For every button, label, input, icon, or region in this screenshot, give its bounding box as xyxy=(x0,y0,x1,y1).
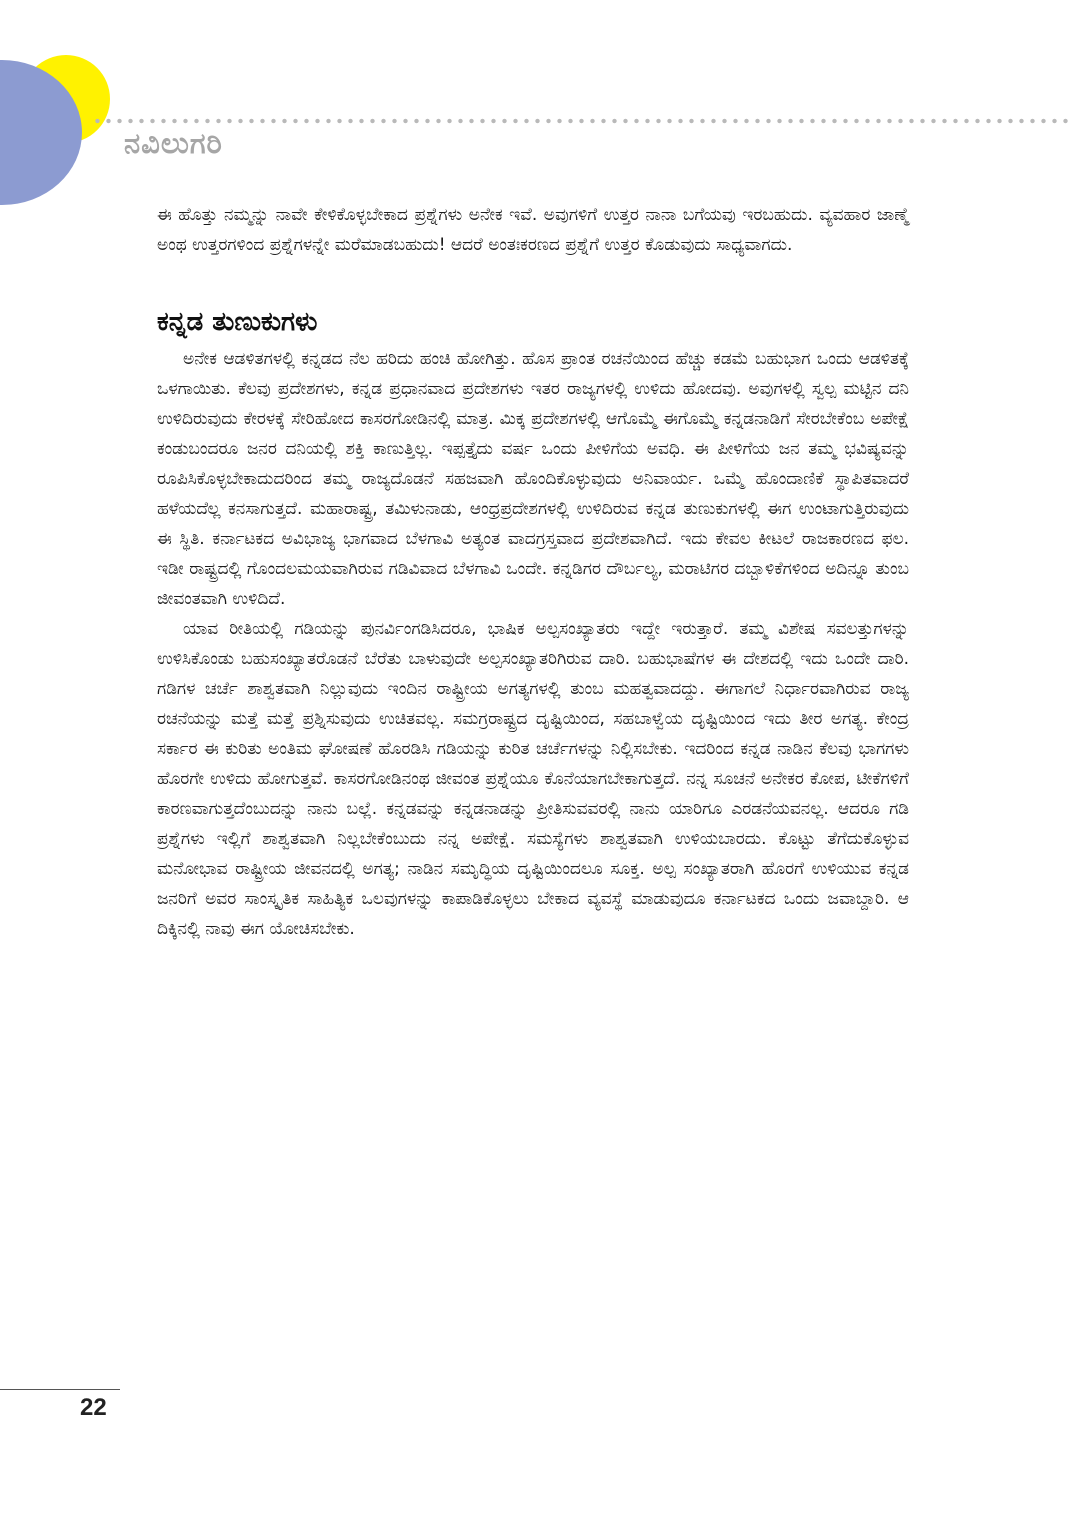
footer-rule xyxy=(0,1389,120,1390)
body-paragraph-2: ಯಾವ ರೀತಿಯಲ್ಲಿ ಗಡಿಯನ್ನು ಪುನರ್ವಿಂಗಡಿಸಿದರೂ, ಭಾಷಿಕ ಅಲ್ಪಸಂಖ್ಯಾತರು ಇದ್ದೇ ಇರುತ್ತಾರೆ. ತಮ್ಮ ವಿಶೇಷ ಸವಲತ್ತುಗಳನ್ನು ಉಳಿಸಿಕೊಂಡು ಬಹುಸಂಖ್ಯಾತರೊಡನೆ ಬೆರೆತು ಬಾಳುವುದೇ ಅಲ್ಪಸಂಖ್ಯಾತರಿಗಿರುವ ದಾರಿ. ಬಹುಭಾಷೆಗಳ ಈ ದೇಶದಲ್ಲಿ ಇದು ಒಂದೇ ದಾರಿ. ಗಡಿಗಳ ಚರ್ಚೆ ಶಾಶ್ವತವಾಗಿ ನಿಲ್ಲುವುದು ಇಂದಿನ ರಾಷ್ಟ್ರೀಯ ಅಗತ್ಯಗಳಲ್ಲಿ ತುಂಬ ಮಹತ್ವವಾದದ್ದು. ಈಗಾಗಲೆ ನಿರ್ಧಾರವಾಗಿರುವ ರಾಜ್ಯ ರಚನೆಯನ್ನು ಮತ್ತೆ ಮತ್ತೆ ಪ್ರಶ್ನಿಸುವುದು ಉಚಿತವಲ್ಲ. ಸಮಗ್ರರಾಷ್ಟ್ರದ ದೃಷ್ಟಿಯಿಂದ, ಸಹಬಾಳ್ವೆಯ ದೃಷ್ಟಿಯಿಂದ ಇದು ತೀರ ಅಗತ್ಯ. ಕೇಂದ್ರ ಸರ್ಕಾರ ಈ ಕುರಿತು ಅಂತಿಮ ಘೋಷಣೆ ಹೊರಡಿಸಿ ಗಡಿಯನ್ನು ಕುರಿತ ಚರ್ಚೆಗಳನ್ನು ನಿಲ್ಲಿಸಬೇಕು. ಇದರಿಂದ ಕನ್ನಡ ನಾಡಿನ ಕೆಲವು ಭಾಗಗಳು ಹೊರಗೇ ಉಳಿದು ಹೋಗುತ್ತವೆ. ಕಾಸರಗೋಡಿನಂಥ ಜೀವಂತ ಪ್ರಶ್ನೆಯೂ ಕೊನೆಯಾಗಬೇಕಾಗುತ್ತದೆ. ನನ್ನ ಸೂಚನೆ ಅನೇಕರ ಕೋಪ, ಟೀಕೆಗಳಿಗೆ ಕಾರಣವಾಗುತ್ತದೆಂಬುದನ್ನು ನಾನು ಬಲ್ಲೆ. ಕನ್ನಡವನ್ನು ಕನ್ನಡನಾಡನ್ನು ಪ್ರೀತಿಸುವವರಲ್ಲಿ ನಾನು ಯಾರಿಗೂ ಎರಡನೆಯವನಲ್ಲ. ಆದರೂ ಗಡಿ ಪ್ರಶ್ನೆಗಳು ಇಲ್ಲಿಗೆ ಶಾಶ್ವತವಾಗಿ ನಿಲ್ಲಬೇಕೆಂಬುದು ನನ್ನ ಅಪೇಕ್ಷೆ. ಸಮಸ್ಯೆಗಳು ಶಾಶ್ವತವಾಗಿ ಉಳಿಯಬಾರದು. ಕೊಟ್ಟು ತೆಗೆದುಕೊಳ್ಳುವ ಮನೋಭಾವ ರಾಷ್ಟ್ರೀಯ ಜೀವನದಲ್ಲಿ ಅಗತ್ಯ; ನಾಡಿನ ಸಮೃದ್ಧಿಯ ದೃಷ್ಟಿಯಿಂದಲೂ ಸೂಕ್ತ. ಅಲ್ಪ ಸಂಖ್ಯಾತರಾಗಿ ಹೊರಗೆ ಉಳಿಯುವ ಕನ್ನಡ ಜನರಿಗೆ ಅವರ ಸಾಂಸ್ಕೃತಿಕ ಸಾಹಿತ್ಯಿಕ ಒಲವುಗಳನ್ನು ಕಾಪಾಡಿಕೊಳ್ಳಲು ಬೇಕಾದ ವ್ಯವಸ್ಥೆ ಮಾಡುವುದೂ ಕರ್ನಾಟಕದ ಒಂದು ಜವಾಬ್ದಾರಿ. ಆ ದಿಕ್ಕಿನಲ್ಲಿ ನಾವು ಈಗ ಯೋಚಿಸಬೇಕು. xyxy=(157,619,909,939)
article-body xyxy=(157,200,909,944)
section-heading: ಕನ್ನಡ ತುಣುಕುಗಳು xyxy=(157,307,318,337)
page-number: 22 xyxy=(80,1394,107,1421)
body-paragraph-1: ಅನೇಕ ಆಡಳಿತಗಳಲ್ಲಿ ಕನ್ನಡದ ನೆಲ ಹರಿದು ಹಂಚಿ ಹೋಗಿತ್ತು. ಹೊಸ ಪ್ರಾಂತ ರಚನೆಯಿಂದ ಹೆಚ್ಚು ಕಡಮೆ ಬಹುಭಾಗ ಒಂದು ಆಡಳಿತಕ್ಕೆ ಒಳಗಾಯಿತು. ಕೆಲವು ಪ್ರದೇಶಗಳು, ಕನ್ನಡ ಪ್ರಧಾನವಾದ ಪ್ರದೇಶಗಳು ಇತರ ರಾಜ್ಯಗಳಲ್ಲಿ ಉಳಿದು ಹೋದವು. ಅವುಗಳಲ್ಲಿ ಸ್ವಲ್ಪ ಮಟ್ಟಿನ ದನಿ ಉಳಿದಿರುವುದು ಕೇರಳಕ್ಕೆ ಸೇರಿಹೋದ ಕಾಸರಗೋಡಿನಲ್ಲಿ ಮಾತ್ರ. ಮಿಕ್ಕ ಪ್ರದೇಶಗಳಲ್ಲಿ ಆಗೊಮ್ಮೆ ಈಗೊಮ್ಮೆ ಕನ್ನಡನಾಡಿಗೆ ಸೇರಬೇಕೆಂಬ ಅಪೇಕ್ಷೆ ಕಂಡುಬಂದರೂ ಜನರ ದನಿಯಲ್ಲಿ ಶಕ್ತಿ ಕಾಣುತ್ತಿಲ್ಲ. ಇಪ್ಪತ್ತೈದು ವರ್ಷ ಒಂದು ಪೀಳಿಗೆಯ ಅವಧಿ. ಈ ಪೀಳಿಗೆಯ ಜನ ತಮ್ಮ ಭವಿಷ್ಯವನ್ನು ರೂಪಿಸಿಕೊಳ್ಳಬೇಕಾದುದರಿಂದ ತಮ್ಮ ರಾಜ್ಯದೊಡನೆ ಸಹಜವಾಗಿ ಹೊಂದಿಕೊಳ್ಳುವುದು ಅನಿವಾರ್ಯ. ಒಮ್ಮೆ ಹೊಂದಾಣಿಕೆ ಸ್ಥಾಪಿತವಾದರೆ ಹಳೆಯದೆಲ್ಲ ಕನಸಾಗುತ್ತದೆ. ಮಹಾರಾಷ್ಟ್ರ, ತಮಿಳುನಾಡು, ಆಂಧ್ರಪ್ರದೇಶಗಳಲ್ಲಿ ಉಳಿದಿರುವ ಕನ್ನಡ ತುಣುಕುಗಳಲ್ಲಿ ಈಗ ಉಂಟಾಗುತ್ತಿರುವುದು ಈ ಸ್ಥಿತಿ. ಕರ್ನಾಟಕದ ಅವಿಭಾಜ್ಯ ಭಾಗವಾದ ಬೆಳಗಾವಿ ಅತ್ಯಂತ ವಾದಗ್ರಸ್ತವಾದ ಪ್ರದೇಶವಾಗಿದೆ. ಇದು ಕೇವಲ ಕೀಟಲೆ ರಾಜಕಾರಣದ ಫಲ. ಇಡೀ ರಾಷ್ಟ್ರದಲ್ಲಿ ಗೊಂದಲಮಯವಾಗಿರುವ ಗಡಿವಿವಾದ ಬೆಳಗಾವಿ ಒಂದೇ. ಕನ್ನಡಿಗರ ದೌರ್ಬಲ್ಯ, ಮರಾಟಿಗರ ದಬ್ಬಾಳಿಕೆಗಳಿಂದ ಅದಿನ್ನೂ ತುಂಬ ಜೀವಂತವಾಗಿ ಉಳಿದಿದೆ. xyxy=(157,349,909,609)
dotted-rule xyxy=(92,118,1072,124)
section-label: ನವಿಲುಗರಿ xyxy=(124,126,223,160)
intro-paragraph: ಈ ಹೊತ್ತು ನಮ್ಮನ್ನು ನಾವೇ ಕೇಳಿಕೊಳ್ಳಬೇಕಾದ ಪ್ರಶ್ನೆಗಳು ಅನೇಕ ಇವೆ. ಅವುಗಳಿಗೆ ಉತ್ತರ ನಾನಾ ಬಗೆಯವು ಇರಬಹುದು. ವ್ಯವಹಾರ ಜಾಣ್ಮೆ ಅಂಥ ಉತ್ತರಗಳಿಂದ ಪ್ರಶ್ನೆಗಳನ್ನೇ ಮರೆಮಾಡಬಹುದು! ಆದರೆ ಅಂತಃಕರಣದ ಪ್ರಶ್ನೆಗೆ ಉತ್ತರ ಕೊಡುವುದು ಸಾಧ್ಯವಾಗದು. xyxy=(157,205,909,255)
